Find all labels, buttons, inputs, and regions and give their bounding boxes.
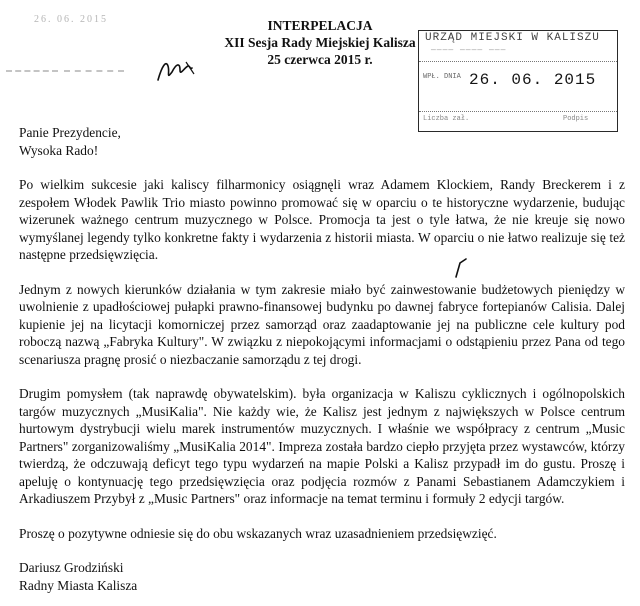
faint-stamp-dash: [6, 70, 58, 72]
paragraph: Proszę o pozytywne odniesie się do obu wskazanych wraz uzasadnieniem przedsięwzięć.: [19, 525, 497, 541]
stamp-footer-left: Liczba zał.: [423, 115, 470, 123]
document-title: INTERPELACJA: [267, 18, 373, 33]
stamp-divider: [419, 111, 617, 112]
stamp-footer-right: Podpis: [563, 115, 589, 123]
handwritten-signature: [150, 56, 200, 86]
signatory-name: Dariusz Grodziński: [19, 560, 124, 575]
faint-stamp-dash: [64, 70, 124, 72]
stamp-label: WPŁ. DNIA: [423, 73, 461, 81]
stamp-date: 26. 06. 2015: [469, 71, 597, 89]
paragraph: Drugim pomysłem (tak naprawdę obywatelskim). była organizacja w Kaliszu cyklicznych i ogólnopolskich targów muzycznych „MusiKalia". Nie każdy wie, że Kalisz jest jednym z największych w Polsce centrum hurtowym dystrybucji wielu marek instrumentów muzycznych. I właśnie we współpracy z centrum „Music Partners" zorganizowaliśmy „MusiKalia 2014". Impreza została bardzo ciepło przyjęta przez wystawców, którzy twierdzą, że odczuwają deficyt tego typu wydarzeń na mapie Polski a Kalisz przypadł im do gustu. Proszę i apeluję o kontynuację tego przedsięwzięcia oraz podjęcia rozmów z Panami Sebastianem Adamczykiem i Arkadiuszem Przybył z „Music Partners" oraz informacje na temat terminu i formuły 2 edycji targów.: [19, 386, 625, 506]
session-subtitle: XII Sesja Rady Miejskiej Kalisza: [224, 35, 416, 50]
faint-stamp-date: 26. 06. 2015: [34, 14, 108, 25]
stamp-office: URZĄD MIEJSKI W KALISZU: [425, 32, 600, 44]
paragraph: Jednym z nowych kierunków działania w tym zakresie miało być zainwestowanie budżetowych pieniędzy w uwolnienie z upadłościowej pułapki prawno-finansowej budynku po dawnej fabryce fortepianów Calisia. Dalej kupienie jej na licytacji komorniczej przez samorząd oraz zaadaptowanie jej na publiczne cele kultury pod roboczą nazwą „Fabryka Kultury". W związku z niepokojącymi informacjami o odstąpieniu przez Pana od tego scenariusza pragnę prosić o niezbaczanie samorządu z tej drogi.: [19, 281, 625, 367]
session-date: 25 czerwca 2015 r.: [267, 52, 373, 67]
signatory-role: Radny Miasta Kalisza: [19, 577, 138, 593]
letter-body: [19, 124, 625, 594]
salutation-line: Panie Prezydencie,: [19, 125, 121, 140]
faint-stamp: [4, 10, 154, 90]
registry-stamp: [418, 30, 618, 132]
salutation-line: Wysoka Rado!: [19, 142, 99, 158]
paragraph: Po wielkim sukcesie jaki kaliscy filharmonicy osiągnęli wraz Adamem Klockiem, Randy Breckerem i z zespołem Włodek Pawlik Trio miasto powinno promować się w oparciu o te historyczne wydarzenie, budując wizerunek ważnego centrum muzycznego w Polsce. Promocja ta jest o tyle łatwa, że nie kreuje się nowo wymyślanej legendy tylko konkretne fakty i wydarzenia z historii miasta. W oparciu o nie łatwo realizuje się też następne przedsięwzięcia.: [19, 177, 625, 262]
stamp-subline: ———— ———— ———: [431, 46, 507, 55]
stamp-divider: [419, 61, 617, 62]
stamp-footer: [423, 115, 611, 123]
